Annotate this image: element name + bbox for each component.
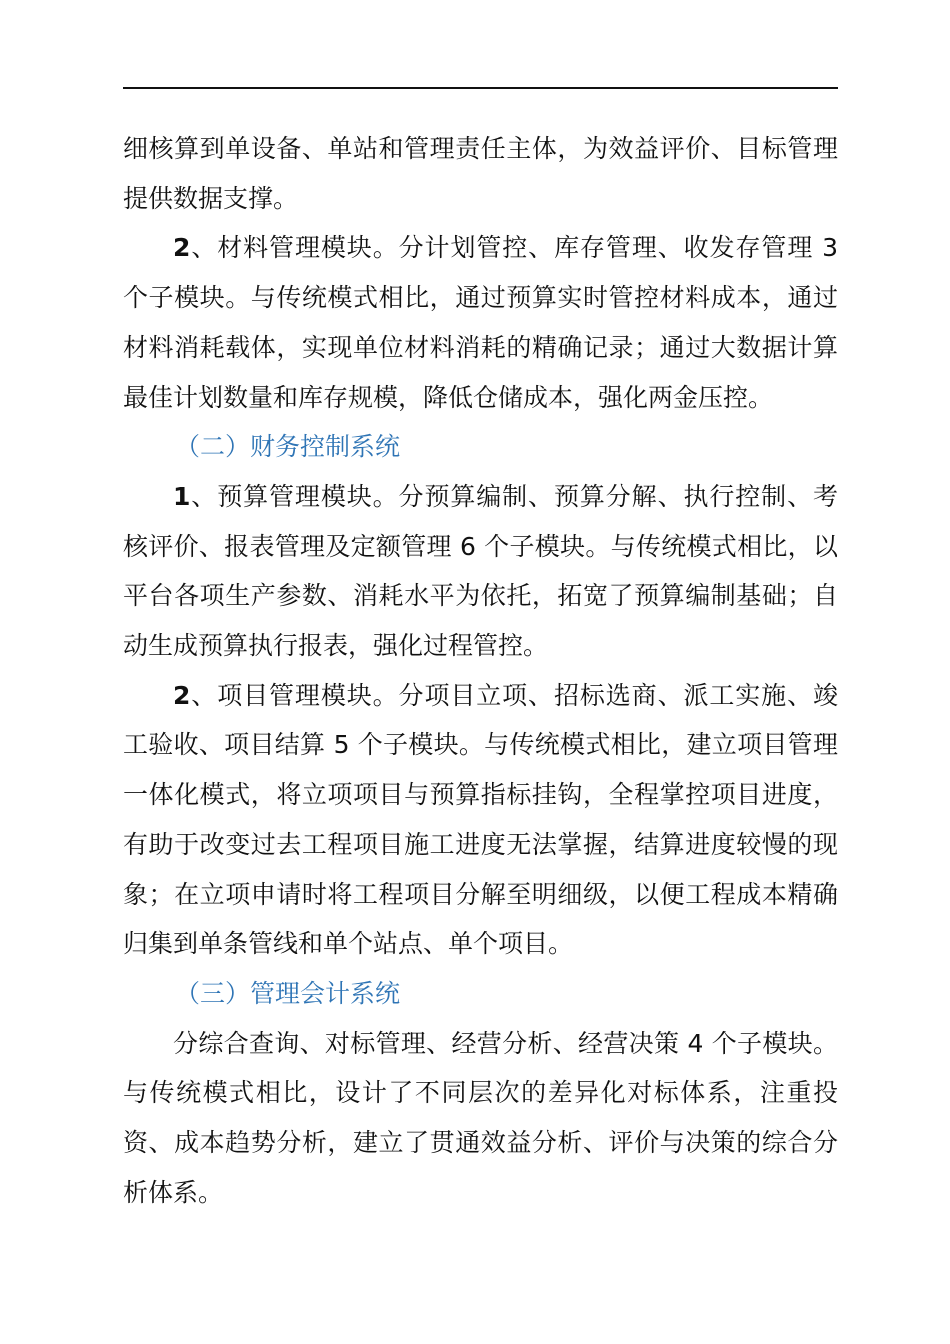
- paragraph-continuation: 细核算到单设备、单站和管理责任主体，为效益评价、目标管理提供数据支撑。: [123, 134, 838, 213]
- paragraph-management-accounting: 分综合查询、对标管理、经营分析、经营决策 4 个子模块。与传统模式相比，设计了不同层次的差异化对标体系，注重投资、成本趋势分析，建立了贯通效益分析、评价与决策的综合分析体系。: [123, 1028, 838, 1207]
- header-rule: [123, 87, 838, 89]
- section-heading-management-accounting: （三）管理会计系统: [175, 978, 401, 1008]
- paragraph-project-management: 2、项目管理模块。分项目立项、招标选商、派工实施、竣工验收、项目结算 5 个子模块。与传统模式相比，建立项目管理一体化模式，将立项项目与预算指标挂钩，全程掌控项目进度，有助于改变过去工程项目施工进度无法掌握，结算进度较慢的现象；在立项申请时将工程项目分解至明细级，以便工程成本精确归集到单条管线和单个站点、单个项目。: [123, 680, 838, 959]
- paragraph-budget-management: 1、预算管理模块。分预算编制、预算分解、执行控制、考核评价、报表管理及定额管理 6 个子模块。与传统模式相比，以平台各项生产参数、消耗水平为依托，拓宽了预算编制基础；自动生成预算执行报表，强化过程管控。: [123, 481, 838, 661]
- paragraph-material-management: 2、材料管理模块。分计划管控、库存管理、收发存管理 3个子模块。与传统模式相比，通过预算实时管控材料成本，通过材料消耗载体，实现单位材料消耗的精确记录；通过大数据计算最佳计划数量和库存规模，降低仓储成本，强化两金压控。: [123, 233, 838, 412]
- document-body: [123, 124, 838, 1217]
- section-heading-finance-control: （二）财务控制系统: [175, 432, 401, 462]
